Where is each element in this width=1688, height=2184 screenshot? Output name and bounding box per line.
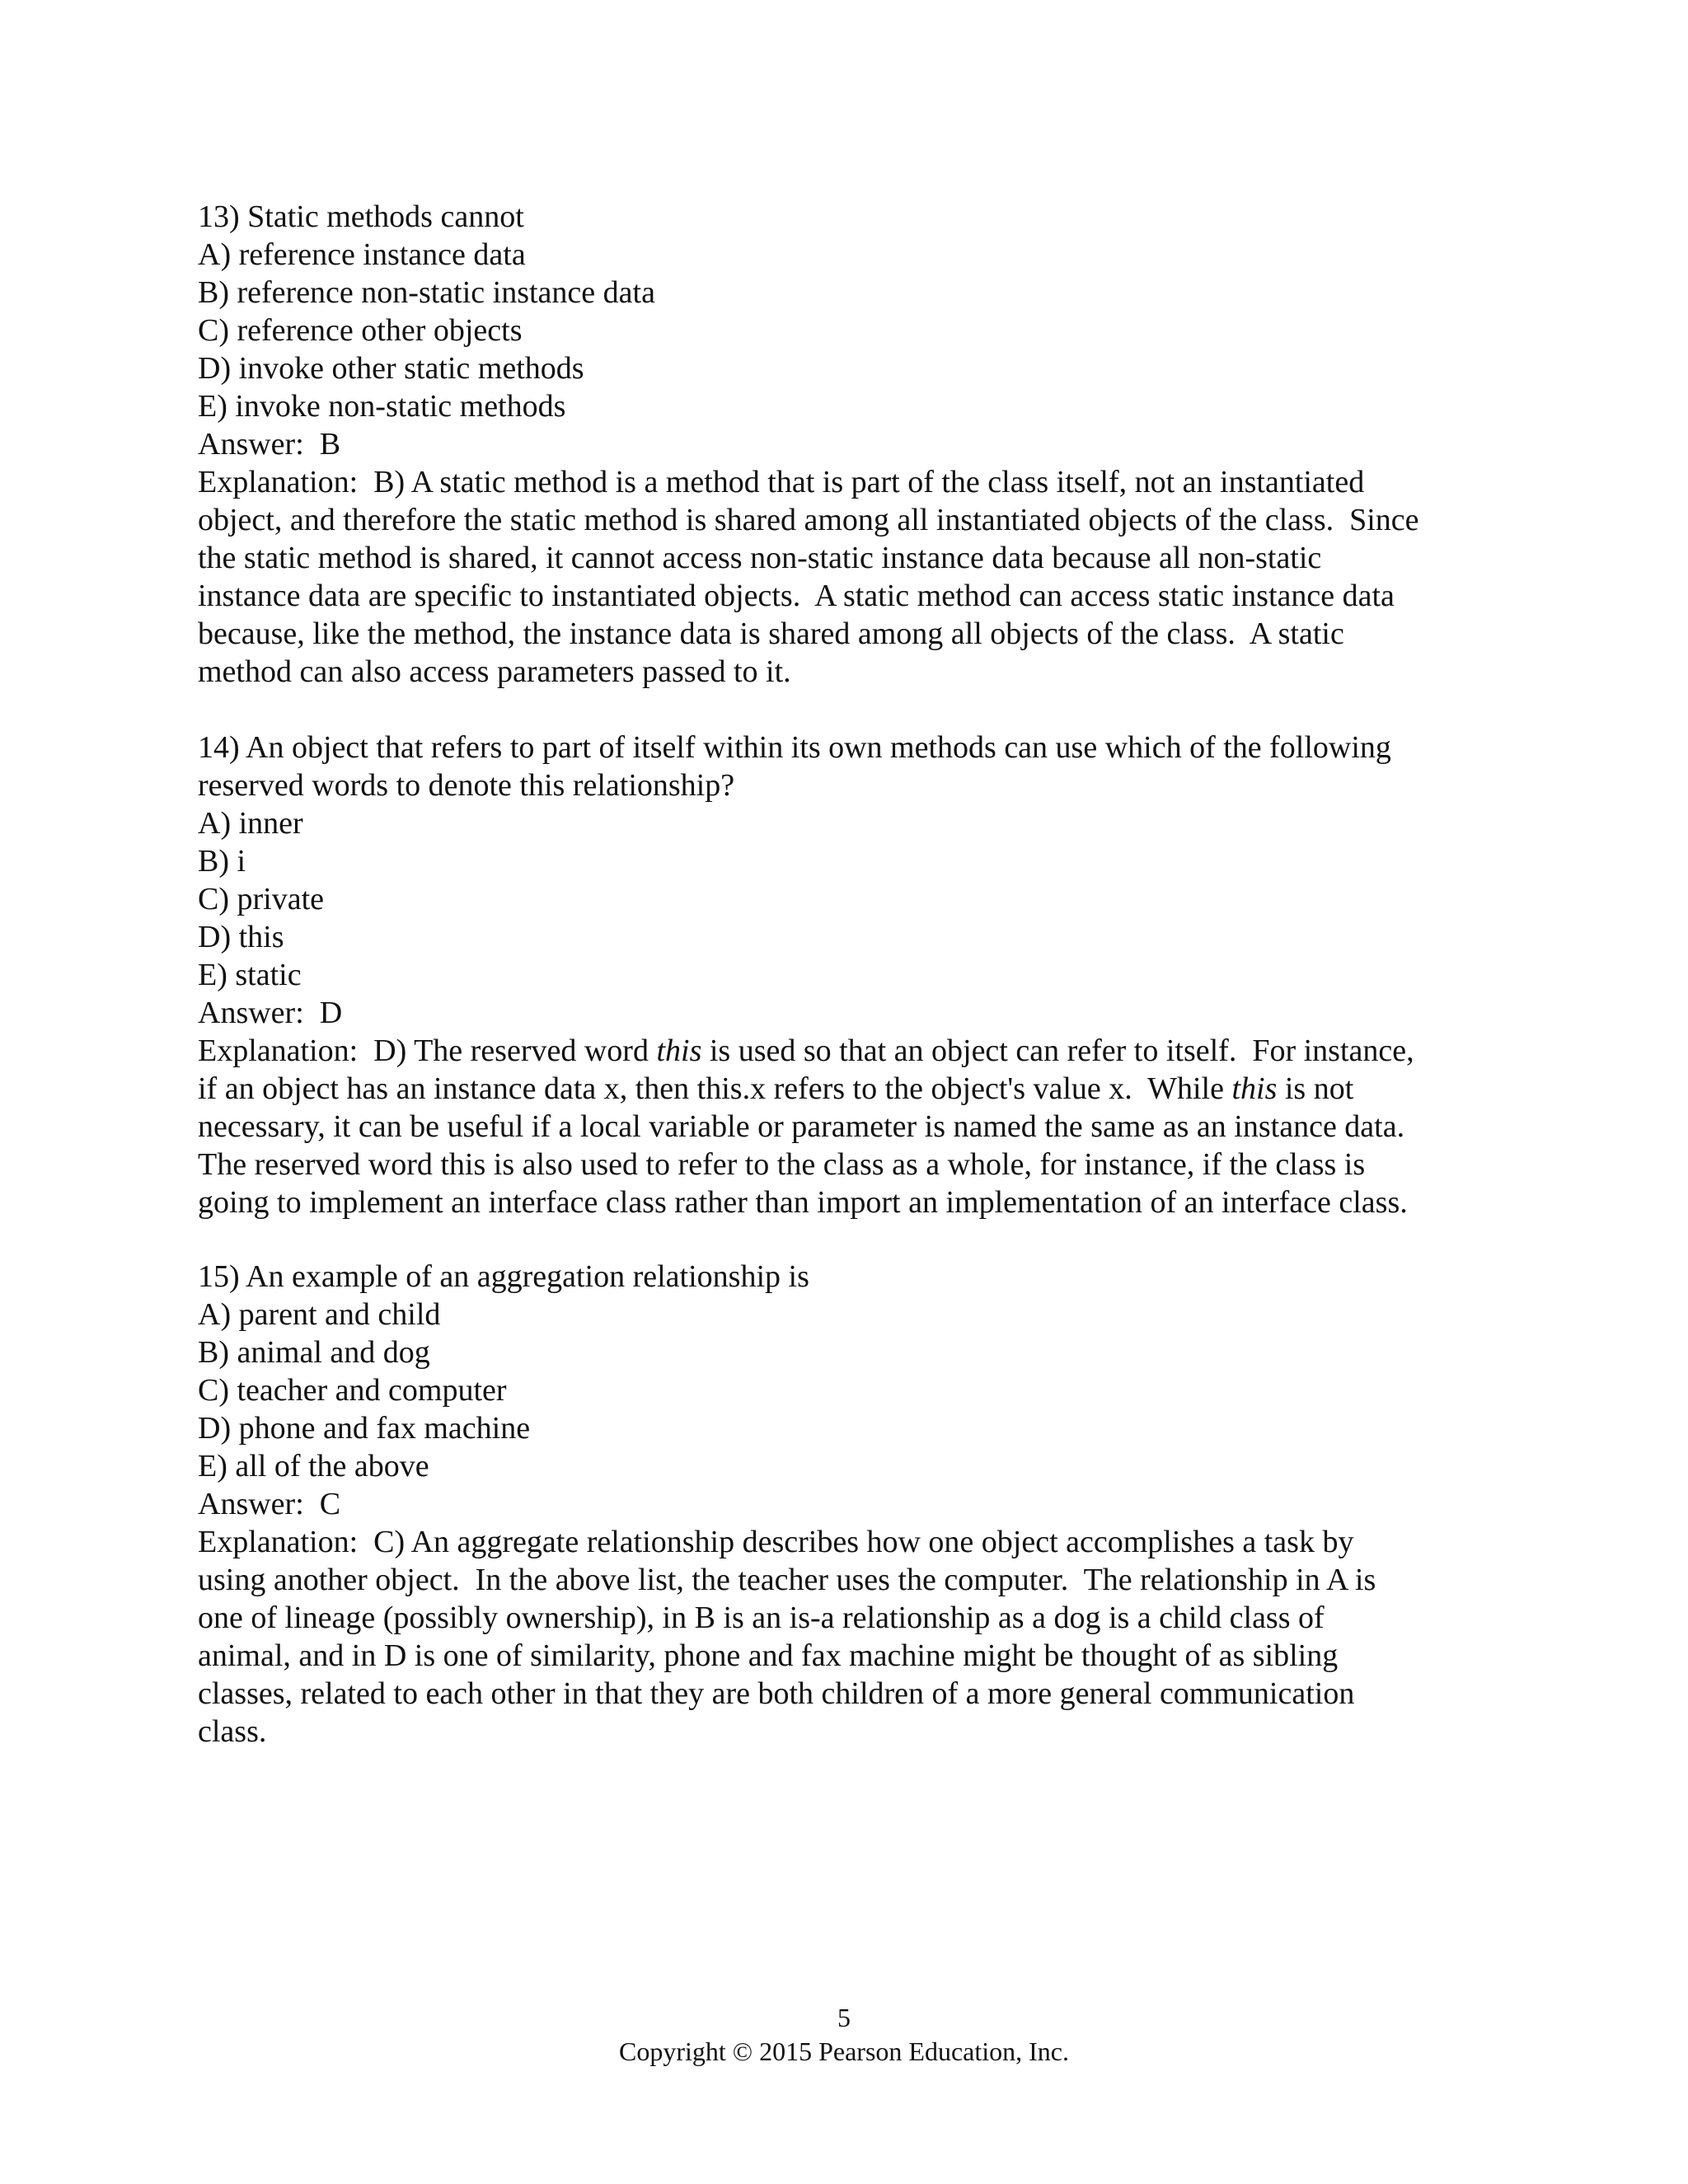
option-d: D) this [198, 920, 284, 954]
explanation-text: if an object has an instance data x, then this.x refers to the object's value x. While [198, 1071, 1232, 1106]
option-b: B) reference non-static instance data [198, 275, 655, 310]
explanation-line: one of lineage (possibly ownership), in B is an is-a relationship as a dog is a child class of [198, 1601, 1325, 1635]
answer: Answer: D [198, 996, 343, 1030]
option-e: E) invoke non-static methods [198, 389, 566, 424]
option-b: B) i [198, 844, 246, 879]
option-d: D) phone and fax machine [198, 1411, 531, 1446]
question-prompt: 14) An object that refers to part of itself within its own methods can use which of the following [198, 730, 1391, 765]
question-15 [198, 1258, 1533, 1750]
explanation-text: Explanation: D) The reserved word [198, 1033, 657, 1068]
question-prompt: reserved words to denote this relationship? [198, 768, 735, 803]
explanation-text: is used so that an object can refer to itself. For instance, [701, 1033, 1414, 1068]
explanation-line [198, 1070, 1533, 1108]
copyright-notice: Copyright © 2015 Pearson Education, Inc. [619, 2036, 1069, 2066]
explanation-line: method can also access parameters passed to it. [198, 654, 791, 689]
page-content [198, 198, 1533, 1750]
explanation-line: using another object. In the above list, the teacher uses the computer. The relationship in A is [198, 1563, 1376, 1597]
explanation-line: going to implement an interface class rather than import an implementation of an interface class. [198, 1185, 1408, 1220]
keyword-this: this [1231, 1071, 1278, 1106]
explanation-line: the static method is shared, it cannot access non-static instance data because all non-static [198, 541, 1322, 575]
explanation-line: classes, related to each other in that they are both children of a more general communication [198, 1676, 1355, 1711]
question-prompt: 13) Static methods cannot [198, 199, 524, 234]
option-b: B) animal and dog [198, 1335, 430, 1370]
option-c: C) reference other objects [198, 313, 523, 348]
explanation-line: object, and therefore the static method is shared among all instantiated objects of the class. Since [198, 503, 1419, 537]
option-e: E) all of the above [198, 1449, 429, 1483]
question-13 [198, 198, 1533, 691]
option-a: A) reference instance data [198, 237, 526, 272]
keyword-this: this [656, 1033, 702, 1068]
explanation-line: instance data are specific to instantiated objects. A static method can access static instance data [198, 579, 1395, 613]
question-prompt: 15) An example of an aggregation relationship is [198, 1259, 809, 1294]
option-a: A) inner [198, 806, 303, 841]
answer: Answer: C [198, 1487, 341, 1521]
page-number: 5 [837, 2003, 851, 2032]
option-e: E) static [198, 958, 302, 992]
option-c: C) teacher and computer [198, 1373, 507, 1408]
explanation-line [198, 1032, 1533, 1070]
explanation-text: is not [1277, 1071, 1354, 1106]
option-a: A) parent and child [198, 1297, 441, 1332]
explanation-line: class. [198, 1714, 267, 1749]
explanation-line: Explanation: B) A static method is a method that is part of the class itself, not an instantiated [198, 465, 1365, 499]
answer: Answer: B [198, 427, 341, 462]
question-14 [198, 729, 1533, 1221]
option-c: C) private [198, 882, 325, 916]
explanation-line: The reserved word this is also used to refer to the class as a whole, for instance, if the class is [198, 1147, 1366, 1182]
explanation-line: necessary, it can be useful if a local variable or parameter is named the same as an instance data. [198, 1109, 1405, 1144]
explanation-line: because, like the method, the instance data is shared among all objects of the class. A static [198, 616, 1344, 651]
explanation-line: animal, and in D is one of similarity, phone and fax machine might be thought of as sibling [198, 1638, 1339, 1673]
option-d: D) invoke other static methods [198, 351, 584, 386]
explanation-line: Explanation: C) An aggregate relationship describes how one object accomplishes a task by [198, 1525, 1354, 1559]
